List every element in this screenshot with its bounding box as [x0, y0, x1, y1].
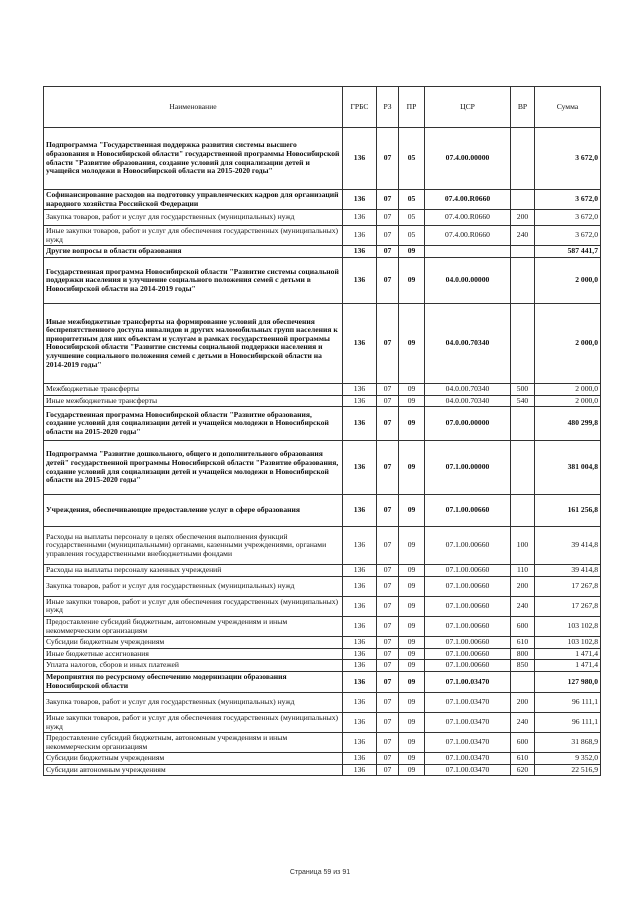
cell-name: Закупка товаров, работ и услуг для государственных (муниципальных) нужд — [44, 576, 343, 596]
cell-pr: 09 — [399, 616, 425, 636]
cell-name: Субсидии бюджетным учреждениям — [44, 753, 343, 765]
cell-name: Иные закупки товаров, работ и услуг для обеспечения государственных (муниципальных) нужд — [44, 712, 343, 732]
cell-sum: 2 000,0 — [535, 257, 601, 303]
cell-grbs: 136 — [343, 671, 377, 692]
cell-csr: 07.4.00.R0660 — [425, 190, 511, 210]
cell-pr: 09 — [399, 565, 425, 577]
cell-vr: 620 — [511, 764, 535, 776]
cell-grbs: 136 — [343, 128, 377, 190]
cell-pr: 05 — [399, 210, 425, 226]
cell-rz: 07 — [377, 576, 399, 596]
header-grbs: ГРБС — [343, 87, 377, 128]
table-row — [44, 246, 601, 258]
cell-grbs: 136 — [343, 660, 377, 672]
cell-csr: 07.1.00.00660 — [425, 565, 511, 577]
cell-csr: 04.0.00.70340 — [425, 395, 511, 407]
table-row — [44, 441, 601, 495]
cell-name: Иные межбюджетные трансферты на формирование условий для обеспечения беспрепятственного доступа инвалидов и других маломобильных групп населения к приоритетным для них объектам и услугам в рамках государственной программы Новосибирской области "Развитие системы социальной поддержки населения и улучшение социального положения семей с детьми в Новосибирской области на 2014-2019 годы" — [44, 303, 343, 383]
cell-grbs: 136 — [343, 712, 377, 732]
cell-name: Расходы на выплаты персоналу казенных учреждений — [44, 565, 343, 577]
cell-pr: 09 — [399, 246, 425, 258]
cell-name: Подпрограмма "Государственная поддержка развития системы высшего образования в Новосибирской области" государственной программы Новосибирской области "Развитие образования, создание условий для социализации детей и учащейся молодежи в Новосибирской области на 2015-2020 годы" — [44, 128, 343, 190]
cell-pr: 09 — [399, 753, 425, 765]
header-sum: Сумма — [535, 87, 601, 128]
cell-pr: 05 — [399, 226, 425, 246]
cell-csr: 07.1.00.00660 — [425, 616, 511, 636]
cell-sum: 103 102,8 — [535, 616, 601, 636]
cell-rz: 07 — [377, 527, 399, 565]
header-pr: ПР — [399, 87, 425, 128]
cell-name: Субсидии автономным учреждениям — [44, 764, 343, 776]
cell-vr: 610 — [511, 753, 535, 765]
cell-rz: 07 — [377, 441, 399, 495]
cell-csr — [425, 246, 511, 258]
cell-rz: 07 — [377, 660, 399, 672]
cell-vr — [511, 190, 535, 210]
cell-csr: 04.0.00.70340 — [425, 303, 511, 383]
cell-sum: 381 004,8 — [535, 441, 601, 495]
cell-vr: 200 — [511, 210, 535, 226]
cell-csr: 04.0.00.70340 — [425, 383, 511, 395]
cell-vr: 240 — [511, 596, 535, 616]
cell-grbs: 136 — [343, 616, 377, 636]
page-footer: Страница 59 из 91 — [289, 869, 351, 876]
cell-rz: 07 — [377, 190, 399, 210]
cell-grbs: 136 — [343, 257, 377, 303]
cell-grbs: 136 — [343, 407, 377, 441]
cell-grbs: 136 — [343, 637, 377, 649]
table-row — [44, 753, 601, 765]
cell-pr: 09 — [399, 637, 425, 649]
cell-name: Государственная программа Новосибирской области "Развитие системы социальной поддержки населения и улучшение социального положения семей с детьми в Новосибирской области на 2014-2019 годы" — [44, 257, 343, 303]
table-row — [44, 257, 601, 303]
cell-name: Субсидии бюджетным учреждениям — [44, 637, 343, 649]
cell-name: Расходы на выплаты персоналу в целях обеспечения выполнения функций государственными (муниципальными) органами, казенными учреждениями, органами управления государственными внебюджетными фондами — [44, 527, 343, 565]
cell-grbs: 136 — [343, 692, 377, 712]
cell-vr — [511, 495, 535, 527]
cell-grbs: 136 — [343, 303, 377, 383]
cell-rz: 07 — [377, 226, 399, 246]
cell-vr: 200 — [511, 692, 535, 712]
cell-rz: 07 — [377, 407, 399, 441]
cell-name: Иные закупки товаров, работ и услуг для обеспечения государственных (муниципальных) нужд — [44, 596, 343, 616]
cell-sum: 17 267,8 — [535, 576, 601, 596]
cell-name: Учреждения, обеспечивающие предоставление услуг в сфере образования — [44, 495, 343, 527]
cell-grbs: 136 — [343, 226, 377, 246]
cell-grbs: 136 — [343, 383, 377, 395]
cell-rz: 07 — [377, 128, 399, 190]
cell-grbs: 136 — [343, 495, 377, 527]
cell-rz: 07 — [377, 495, 399, 527]
table-row — [44, 648, 601, 660]
cell-grbs: 136 — [343, 596, 377, 616]
table-row — [44, 712, 601, 732]
cell-sum: 480 299,8 — [535, 407, 601, 441]
cell-csr: 07.1.00.03470 — [425, 733, 511, 753]
cell-name: Иные межбюджетные трансферты — [44, 395, 343, 407]
cell-pr: 05 — [399, 190, 425, 210]
table-row — [44, 303, 601, 383]
cell-csr: 07.1.00.00660 — [425, 495, 511, 527]
cell-rz: 07 — [377, 596, 399, 616]
table-row — [44, 128, 601, 190]
cell-name: Государственная программа Новосибирской области "Развитие образования, создание условий для социализации детей и учащейся молодежи в Новосибирской области на 2015-2020 годы" — [44, 407, 343, 441]
cell-grbs: 136 — [343, 733, 377, 753]
cell-pr: 09 — [399, 692, 425, 712]
cell-pr: 09 — [399, 407, 425, 441]
cell-vr: 800 — [511, 648, 535, 660]
cell-name: Иные бюджетные ассигнования — [44, 648, 343, 660]
cell-name: Предоставление субсидий бюджетным, автономным учреждениям и иным некоммерческим организациям — [44, 616, 343, 636]
cell-sum: 3 672,0 — [535, 210, 601, 226]
cell-rz: 07 — [377, 246, 399, 258]
table-row — [44, 660, 601, 672]
cell-sum: 39 414,8 — [535, 527, 601, 565]
cell-vr — [511, 303, 535, 383]
table-row — [44, 764, 601, 776]
cell-csr: 07.1.00.00660 — [425, 596, 511, 616]
cell-rz: 07 — [377, 712, 399, 732]
cell-vr — [511, 128, 535, 190]
cell-grbs: 136 — [343, 576, 377, 596]
cell-grbs: 136 — [343, 565, 377, 577]
cell-sum: 9 352,0 — [535, 753, 601, 765]
cell-pr: 05 — [399, 128, 425, 190]
cell-sum: 3 672,0 — [535, 190, 601, 210]
cell-pr: 09 — [399, 671, 425, 692]
cell-rz: 07 — [377, 210, 399, 226]
cell-vr — [511, 407, 535, 441]
cell-csr: 07.1.00.00660 — [425, 576, 511, 596]
cell-csr: 07.1.00.03470 — [425, 671, 511, 692]
cell-pr: 09 — [399, 527, 425, 565]
cell-name: Иные закупки товаров, работ и услуг для обеспечения государственных (муниципальных) нужд — [44, 226, 343, 246]
cell-sum: 2 000,0 — [535, 395, 601, 407]
cell-csr: 07.4.00.00000 — [425, 128, 511, 190]
table-row — [44, 637, 601, 649]
cell-pr: 09 — [399, 660, 425, 672]
cell-rz: 07 — [377, 616, 399, 636]
cell-rz: 07 — [377, 565, 399, 577]
cell-name: Другие вопросы в области образования — [44, 246, 343, 258]
cell-rz: 07 — [377, 648, 399, 660]
cell-pr: 09 — [399, 395, 425, 407]
cell-pr: 09 — [399, 596, 425, 616]
cell-csr: 07.1.00.03470 — [425, 712, 511, 732]
cell-vr: 850 — [511, 660, 535, 672]
cell-name: Предоставление субсидий бюджетным, автономным учреждениям и иным некоммерческим организациям — [44, 733, 343, 753]
cell-csr: 07.1.00.03470 — [425, 692, 511, 712]
cell-csr: 07.1.00.00660 — [425, 637, 511, 649]
cell-csr: 07.1.00.00660 — [425, 648, 511, 660]
cell-vr: 240 — [511, 226, 535, 246]
cell-csr: 07.4.00.R0660 — [425, 210, 511, 226]
cell-rz: 07 — [377, 733, 399, 753]
cell-vr — [511, 257, 535, 303]
table-row — [44, 383, 601, 395]
cell-vr: 110 — [511, 565, 535, 577]
cell-pr: 09 — [399, 441, 425, 495]
cell-rz: 07 — [377, 671, 399, 692]
cell-csr: 04.0.00.00000 — [425, 257, 511, 303]
table-row — [44, 407, 601, 441]
cell-grbs: 136 — [343, 246, 377, 258]
cell-rz: 07 — [377, 303, 399, 383]
cell-sum: 3 672,0 — [535, 226, 601, 246]
cell-grbs: 136 — [343, 753, 377, 765]
cell-grbs: 136 — [343, 441, 377, 495]
cell-csr: 07.1.00.03470 — [425, 753, 511, 765]
header-vr: ВР — [511, 87, 535, 128]
cell-sum: 2 000,0 — [535, 383, 601, 395]
cell-grbs: 136 — [343, 764, 377, 776]
cell-csr: 07.1.00.00660 — [425, 527, 511, 565]
cell-vr: 600 — [511, 616, 535, 636]
cell-pr: 09 — [399, 303, 425, 383]
cell-name: Закупка товаров, работ и услуг для государственных (муниципальных) нужд — [44, 210, 343, 226]
table-body — [44, 128, 601, 776]
cell-sum: 39 414,8 — [535, 565, 601, 577]
header-row — [44, 87, 601, 128]
cell-sum: 127 980,0 — [535, 671, 601, 692]
cell-sum: 161 256,8 — [535, 495, 601, 527]
cell-csr: 07.1.00.03470 — [425, 764, 511, 776]
cell-grbs: 136 — [343, 395, 377, 407]
table-row — [44, 596, 601, 616]
cell-grbs: 136 — [343, 190, 377, 210]
table-row — [44, 495, 601, 527]
cell-csr: 07.1.00.00660 — [425, 660, 511, 672]
header-name: Наименование — [44, 87, 343, 128]
header-rz: РЗ — [377, 87, 399, 128]
cell-vr: 540 — [511, 395, 535, 407]
cell-sum: 96 111,1 — [535, 712, 601, 732]
cell-sum: 31 868,9 — [535, 733, 601, 753]
cell-sum: 3 672,0 — [535, 128, 601, 190]
table-row — [44, 576, 601, 596]
table-row — [44, 671, 601, 692]
cell-rz: 07 — [377, 764, 399, 776]
cell-sum: 103 102,8 — [535, 637, 601, 649]
table-row — [44, 226, 601, 246]
cell-sum: 2 000,0 — [535, 303, 601, 383]
cell-pr: 09 — [399, 648, 425, 660]
cell-name: Уплата налогов, сборов и иных платежей — [44, 660, 343, 672]
cell-csr: 07.4.00.R0660 — [425, 226, 511, 246]
cell-vr: 100 — [511, 527, 535, 565]
cell-sum: 1 471,4 — [535, 660, 601, 672]
cell-vr — [511, 246, 535, 258]
cell-vr: 200 — [511, 576, 535, 596]
cell-rz: 07 — [377, 692, 399, 712]
cell-pr: 09 — [399, 257, 425, 303]
cell-vr — [511, 441, 535, 495]
cell-vr: 500 — [511, 383, 535, 395]
cell-vr: 600 — [511, 733, 535, 753]
cell-grbs: 136 — [343, 648, 377, 660]
cell-pr: 09 — [399, 576, 425, 596]
cell-name: Мероприятия по ресурсному обеспечению модернизации образования Новосибирской области — [44, 671, 343, 692]
table-row — [44, 616, 601, 636]
budget-table — [43, 86, 601, 776]
budget-table-container — [43, 86, 600, 776]
cell-sum: 1 471,4 — [535, 648, 601, 660]
cell-grbs: 136 — [343, 527, 377, 565]
cell-sum: 22 516,9 — [535, 764, 601, 776]
header-csr: ЦСР — [425, 87, 511, 128]
cell-sum: 587 441,7 — [535, 246, 601, 258]
cell-grbs: 136 — [343, 210, 377, 226]
table-row — [44, 190, 601, 210]
cell-rz: 07 — [377, 383, 399, 395]
table-row — [44, 733, 601, 753]
cell-name: Софинансирование расходов на подготовку управленческих кадров для организаций народного хозяйства Российской Федерации — [44, 190, 343, 210]
cell-csr: 07.1.00.00000 — [425, 441, 511, 495]
cell-rz: 07 — [377, 753, 399, 765]
cell-rz: 07 — [377, 395, 399, 407]
table-row — [44, 395, 601, 407]
cell-name: Межбюджетные трансферты — [44, 383, 343, 395]
cell-name: Закупка товаров, работ и услуг для государственных (муниципальных) нужд — [44, 692, 343, 712]
cell-rz: 07 — [377, 257, 399, 303]
cell-pr: 09 — [399, 712, 425, 732]
cell-csr: 07.0.00.00000 — [425, 407, 511, 441]
cell-sum: 17 267,8 — [535, 596, 601, 616]
cell-pr: 09 — [399, 495, 425, 527]
cell-pr: 09 — [399, 733, 425, 753]
cell-vr: 240 — [511, 712, 535, 732]
cell-pr: 09 — [399, 764, 425, 776]
table-row — [44, 210, 601, 226]
cell-name: Подпрограмма "Развитие дошкольного, общего и дополнительного образования детей" государственной программы Новосибирской области "Развитие образования, создание условий для социализации детей и учащейся молодежи в Новосибирской области на 2015-2020 годы" — [44, 441, 343, 495]
cell-vr: 610 — [511, 637, 535, 649]
cell-rz: 07 — [377, 637, 399, 649]
cell-sum: 96 111,1 — [535, 692, 601, 712]
cell-vr — [511, 671, 535, 692]
cell-pr: 09 — [399, 383, 425, 395]
table-row — [44, 565, 601, 577]
table-row — [44, 692, 601, 712]
table-row — [44, 527, 601, 565]
